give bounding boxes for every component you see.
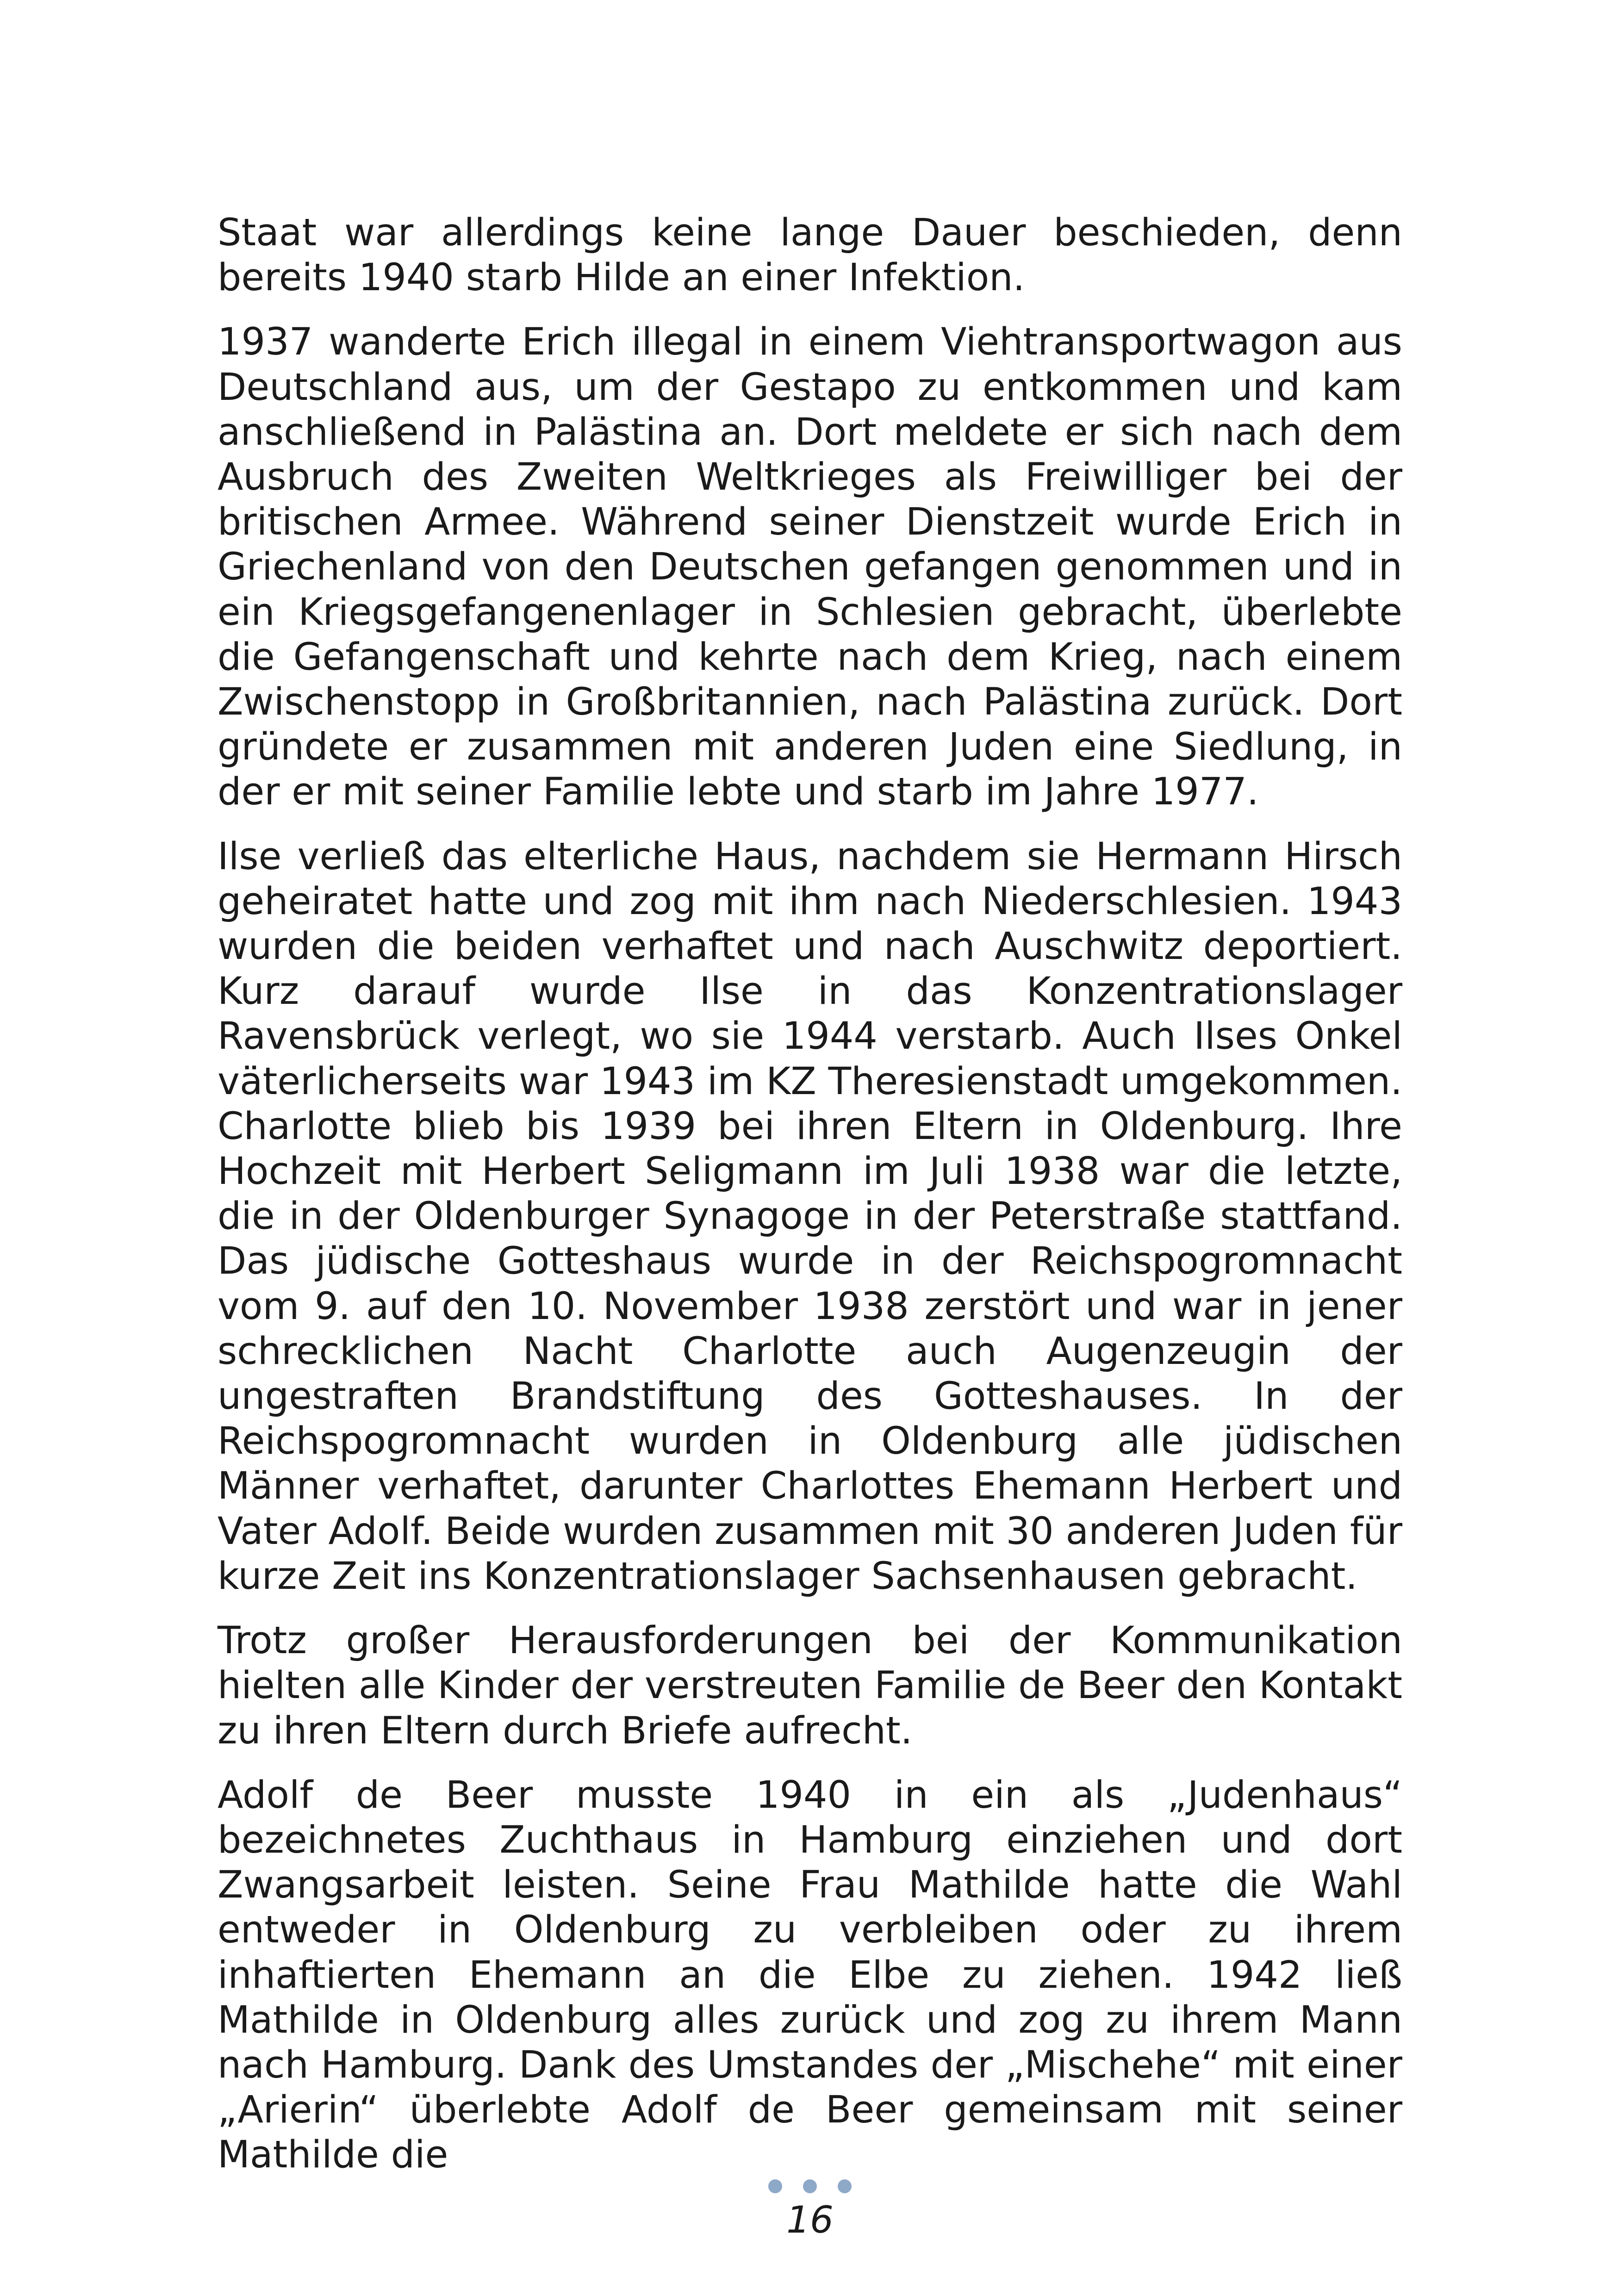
- paragraph-2: 1937 wanderte Erich illegal in einem Viehtransportwagon aus Deutschland aus, um der Gestapo zu entkommen und kam anschließend in Palästina an. Dort meldete er sich nach dem Ausbruch des Zweiten Weltkrieges als Freiwilliger bei der britischen Armee. Während seiner Dienstzeit wurde Erich in Griechenland von den Deutschen gefangen genommen und in ein Kriegsgefangenenlager in Schlesien gebracht, überlebte die Gefangenschaft und kehrte nach dem Krieg, nach einem Zwischenstopp in Großbritannien, nach Palästina zurück. Dort gründete er zusammen mit anderen Juden eine Siedlung, in der er mit seiner Familie lebte und starb im Jahre 1977.: [218, 320, 1402, 814]
- dot-icon: [803, 2179, 817, 2193]
- dot-icon: [838, 2179, 852, 2193]
- paragraph-5: Adolf de Beer musste 1940 in ein als „Judenhaus“ bezeichnetes Zuchthaus in Hamburg einziehen und dort Zwangsarbeit leisten. Seine Frau Mathilde hatte die Wahl entweder in Oldenburg zu verbleiben oder zu ihrem inhaftierten Ehemann an die Elbe zu ziehen. 1942 ließ Mathilde in Oldenburg alles zurück und zog zu ihrem Mann nach Hamburg. Dank des Umstandes der „Mischehe“ mit einer „Arierin“ überlebte Adolf de Beer gemeinsam mit seiner Mathilde die: [218, 1773, 1402, 2177]
- page-number: 16: [786, 2198, 834, 2241]
- paragraph-4: Trotz großer Herausforderungen bei der Kommunikation hielten alle Kinder der verstreuten Familie de Beer den Kontakt zu ihren Eltern durch Briefe aufrecht.: [218, 1619, 1402, 1753]
- footer-ornament: [768, 2179, 852, 2194]
- paragraph-3: Ilse verließ das elterliche Haus, nachdem sie Hermann Hirsch geheiratet hatte und zog mit ihm nach Niederschlesien. 1943 wurden die beiden verhaftet und nach Auschwitz deportiert. Kurz darauf wurde Ilse in das Konzentrationslager Ravensbrück verlegt, wo sie 1944 verstarb. Auch Ilses Onkel väterlicherseits war 1943 im KZ Theresienstadt umgekommen. Charlotte blieb bis 1939 bei ihren Eltern in Oldenburg. Ihre Hochzeit mit Herbert Seligmann im Juli 1938 war die letzte, die in der Oldenburger Synagoge in der Peterstraße stattfand. Das jüdische Gotteshaus wurde in der Reichspogromnacht vom 9. auf den 10. November 1938 zerstört und war in jener schrecklichen Nacht Charlotte auch Augenzeugin der ungestraften Brandstiftung des Gotteshauses. In der Reichspogromnacht wurden in Oldenburg alle jüdischen Männer verhaftet, darunter Charlottes Ehemann Herbert und Vater Adolf. Beide wurden zusammen mit 30 anderen Juden für kurze Zeit ins Konzentrationslager Sachsenhausen gebracht.: [218, 834, 1402, 1598]
- dot-icon: [768, 2179, 782, 2193]
- body-text: [218, 211, 1402, 2197]
- paragraph-1: Staat war allerdings keine lange Dauer beschieden, denn bereits 1940 starb Hilde an einer Infektion.: [218, 211, 1402, 300]
